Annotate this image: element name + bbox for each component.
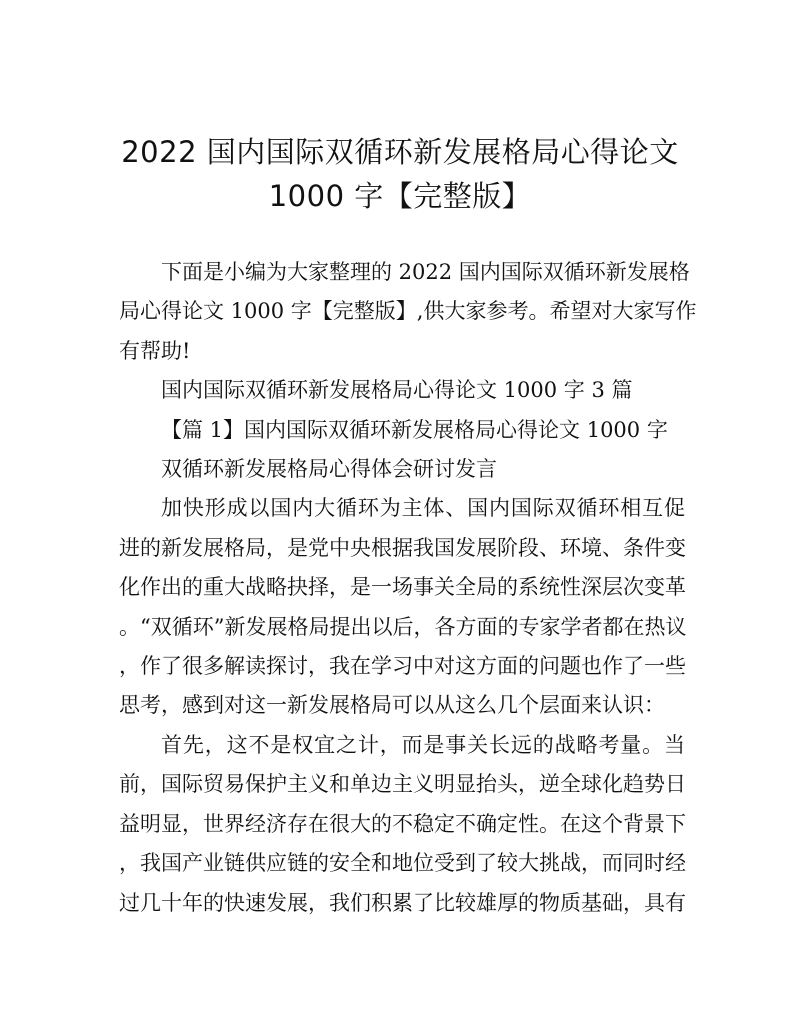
document-title <box>100 130 700 218</box>
paragraph-line: 【篇 1】国内国际双循环新发展格局心得论文 1000 字 <box>161 417 668 442</box>
paragraph-line: 加快形成以国内大循环为主体、国内国际双循环相互促 <box>161 496 685 521</box>
paragraph-line: 思考，感到对这一新发展格局可以从这么几个层面来认识： <box>119 693 665 718</box>
paragraph-line: 益明显，世界经济存在很大的不稳定不确定性。在这个背景下 <box>119 811 686 836</box>
paragraph-line: 双循环新发展格局心得体会研讨发言 <box>161 457 497 482</box>
title-line: 1000 字【完整版】 <box>268 179 532 213</box>
paragraph-line: 化作出的重大战略抉择，是一场事关全局的系统性深层次变革 <box>119 575 686 600</box>
paragraph-line: ，我国产业链供应链的安全和地位受到了较大挑战，而同时经 <box>119 851 686 876</box>
paragraph-line: 国内国际双循环新发展格局心得论文 1000 字 3 篇 <box>161 378 633 403</box>
paragraph-line: 首先，这不是权宜之计，而是事关长远的战略考量。当 <box>161 732 685 757</box>
paragraph-line: 过几十年的快速发展，我们积累了比较雄厚的物质基础，具有 <box>119 890 686 915</box>
title-line: 2022 国内国际双循环新发展格局心得论文 <box>121 135 679 169</box>
paragraph-line: 局心得论文 1000 字【完整版】,供大家参考。希望对大家写作 <box>119 299 697 324</box>
paragraph-line: ，作了很多解读探讨，我在学习中对这方面的问题也作了一些 <box>119 654 686 679</box>
paragraph-line: 进的新发展格局，是党中央根据我国发展阶段、环境、条件变 <box>119 535 686 560</box>
document-body <box>119 253 697 923</box>
paragraph-line: 下面是小编为大家整理的 2022 国内国际双循环新发展格 <box>161 260 690 284</box>
paragraph-line: 前，国际贸易保护主义和单边主义明显抬头，逆全球化趋势日 <box>119 772 686 797</box>
paragraph-line: 有帮助! <box>119 338 191 363</box>
paragraph-line: 。“双循环”新发展格局提出以后，各方面的专家学者都在热议 <box>119 614 687 639</box>
